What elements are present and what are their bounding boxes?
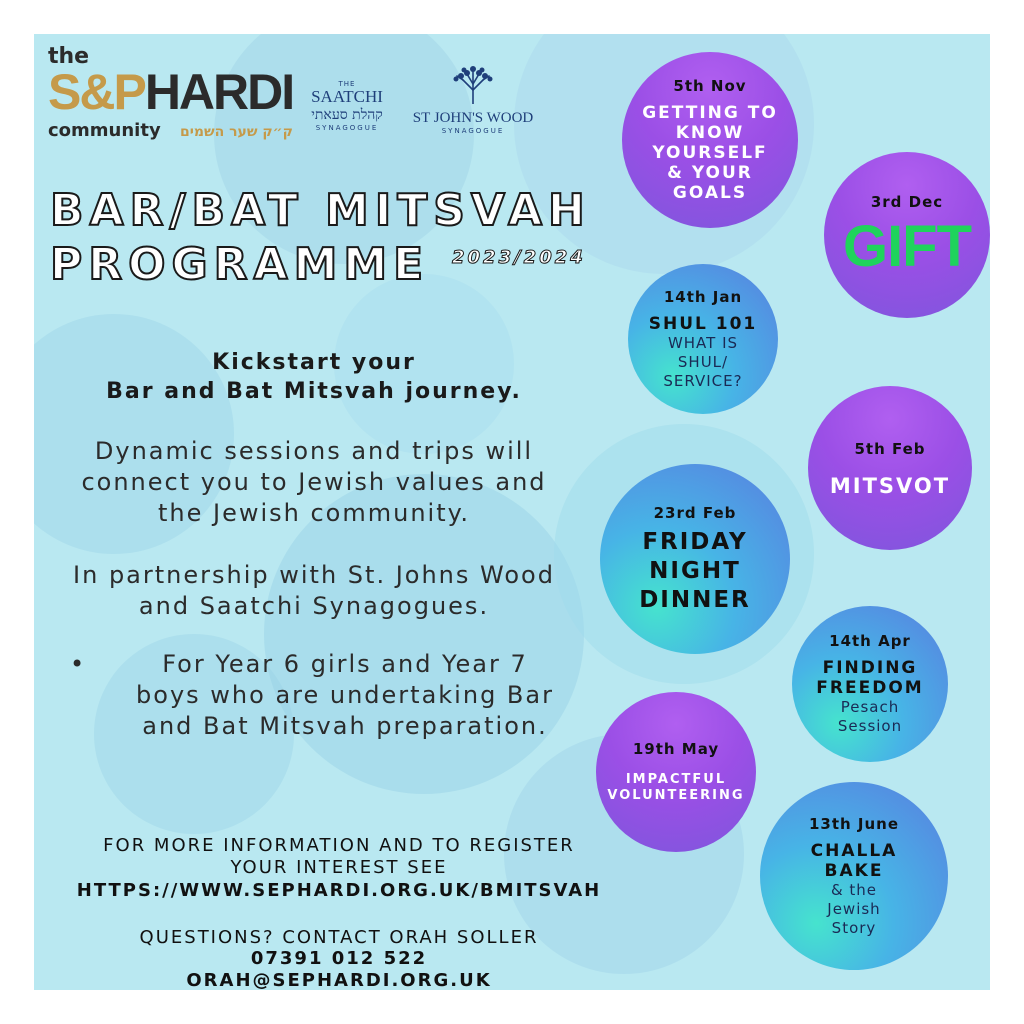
logo-hardi: HARDI	[144, 64, 294, 120]
partnership-line: In partnership with St. Johns Wood	[73, 561, 555, 589]
event-title-line: GOALS	[672, 183, 748, 203]
programme-year: 2023/2024	[452, 247, 586, 268]
event-date: 14th Jan	[663, 287, 743, 306]
event-subtitle-line: Session	[837, 717, 903, 735]
event-23rd-feb	[600, 464, 790, 654]
logo-hebrew: ק״ק שער השמים	[180, 124, 293, 140]
event-title	[642, 103, 778, 203]
event-14th-jan	[628, 264, 778, 414]
saatchi-logo	[302, 80, 392, 132]
event-title	[816, 658, 923, 698]
questions-line: QUESTIONS? CONTACT ORAH SOLLER	[139, 927, 539, 948]
event-date: 5th Feb	[854, 440, 926, 458]
event-date: 19th May	[632, 740, 720, 758]
saatchi-hebrew: קהלת סעאתי	[311, 107, 383, 123]
event-14th-apr	[792, 606, 948, 762]
partner-logos	[48, 44, 568, 154]
event-5th-nov	[622, 52, 798, 228]
info-line-1: FOR MORE INFORMATION AND TO REGISTER	[103, 835, 575, 856]
event-subtitle-line: Story	[831, 918, 877, 937]
event-date: 23rd Feb	[653, 503, 737, 522]
description-line: Dynamic sessions and trips will	[94, 437, 534, 465]
poster	[34, 34, 990, 990]
event-subtitle-line: SHUL/	[677, 352, 729, 371]
kickstart-line-1: Kickstart your	[212, 350, 416, 375]
event-title-line: FINDING	[822, 658, 918, 678]
event-subtitle-line: Pesach	[840, 698, 900, 716]
event-subtitle	[838, 698, 902, 736]
event-title-line: GETTING TO	[642, 103, 778, 123]
event-title-line: YOURSELF	[652, 143, 768, 163]
event-title: SHUL 101	[648, 313, 758, 334]
partnership-paragraph	[34, 560, 594, 622]
event-subtitle-line: & the	[830, 880, 878, 899]
event-subtitle-line: Jewish	[827, 899, 881, 918]
sjw-name: ST JOHN'S WOOD	[412, 110, 534, 126]
event-title-line: FREEDOM	[816, 678, 924, 698]
logo-the: the	[48, 44, 90, 69]
event-date: 5th Nov	[673, 77, 747, 95]
register-link[interactable]: HTTPS://WWW.SEPHARDI.ORG.UK/BMITSVAH	[76, 880, 602, 901]
partnership-line: and Saatchi Synagogues.	[138, 592, 490, 620]
event-13th-june	[760, 782, 948, 970]
event-title	[811, 841, 898, 881]
bullet-line: and Bat Mitsvah preparation.	[142, 712, 548, 740]
event-title-line: KNOW	[675, 123, 745, 143]
saatchi-synagogue: SYNAGOGUE	[315, 124, 379, 132]
sjw-logo	[398, 64, 548, 135]
logo-sep: S&P	[48, 64, 145, 120]
info-line-2: YOUR INTEREST SEE	[230, 857, 448, 878]
bullet-mark: •	[70, 650, 87, 678]
email-link[interactable]: ORAH@SEPHARDI.ORG.UK	[186, 970, 492, 990]
title-line-1: BAR/BAT MITSVAH	[50, 185, 591, 236]
logo-sephardi	[48, 64, 293, 120]
logo-community: community	[48, 120, 161, 141]
saatchi-the: THE	[338, 80, 356, 88]
phone-number[interactable]: 07391 012 522	[250, 948, 428, 969]
event-5th-feb	[808, 386, 972, 550]
event-date: 13th June	[808, 814, 900, 833]
event-19th-may	[596, 692, 756, 852]
event-subtitle-line: SERVICE?	[663, 371, 743, 390]
event-subtitle	[827, 881, 880, 938]
event-3rd-dec	[824, 152, 990, 318]
tree-icon	[450, 64, 496, 104]
description-paragraph	[34, 436, 594, 529]
sjw-synagogue: SYNAGOGUE	[441, 127, 505, 135]
event-subtitle	[663, 334, 742, 391]
title-line-2: PROGRAMME	[50, 239, 430, 290]
event-title-line: FRIDAY	[642, 528, 748, 555]
event-title-line: VOLUNTEERING	[607, 788, 745, 803]
bullet-line: boys who are undertaking Bar	[136, 681, 554, 709]
programme-title	[50, 184, 591, 292]
description-line: connect you to Jewish values and	[81, 468, 547, 496]
event-title-line: & YOUR	[667, 163, 753, 183]
description-line: the Jewish community.	[157, 499, 471, 527]
event-title	[639, 528, 751, 615]
event-title-line: CHALLA	[810, 840, 898, 861]
event-title-line: BAKE	[824, 860, 884, 881]
event-subtitle-line: WHAT IS	[667, 333, 739, 352]
event-date: 3rd Dec	[870, 193, 944, 211]
gift-logo: GIFT	[842, 214, 972, 279]
event-title	[607, 772, 744, 804]
event-title-line: DINNER	[639, 586, 751, 613]
event-title-line: NIGHT	[649, 557, 741, 584]
kickstart-line-2: Bar and Bat Mitsvah journey.	[106, 379, 522, 404]
eligibility-bullet	[70, 649, 590, 742]
saatchi-name: SAATCHI	[311, 87, 383, 106]
bullet-line: For Year 6 girls and Year 7	[162, 650, 528, 678]
event-title: MITSVOT	[829, 474, 951, 498]
event-date: 14th Apr	[829, 632, 911, 650]
event-title-line: IMPACTFUL	[625, 772, 727, 787]
